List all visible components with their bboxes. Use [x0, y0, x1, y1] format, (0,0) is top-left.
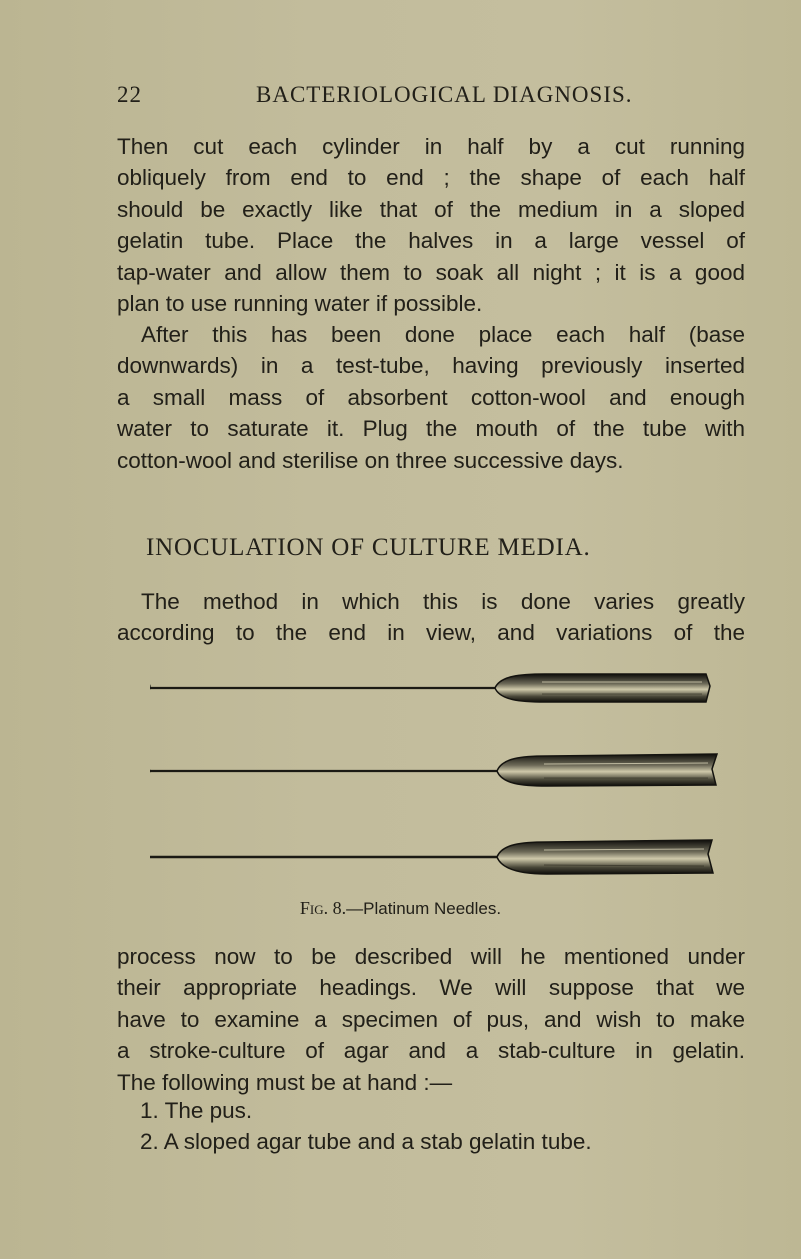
running-title: BACTERIOLOGICAL DIAGNOSIS.	[256, 82, 633, 107]
text-line: downwards) in a test-tube, having previously inserted	[117, 353, 745, 379]
page-number: 22	[117, 82, 142, 107]
text-line: a stroke-culture of agar and a stab-culture in gelatin.	[117, 1038, 745, 1064]
text-line: their appropriate headings. We will suppose that we	[117, 975, 745, 1001]
figure-caption-text: —Platinum Needles.	[346, 899, 502, 918]
glass-handle	[497, 754, 717, 786]
section-heading: INOCULATION OF CULTURE MEDIA.	[146, 534, 591, 561]
needle-hook	[150, 754, 717, 786]
figure-label: Fig. 8.	[299, 898, 347, 918]
text-line: water to saturate it. Plug the mouth of the tube with	[117, 416, 745, 442]
platinum-needles-figure	[150, 668, 762, 898]
paragraph-test-tube	[117, 319, 745, 476]
text-line: gelatin tube. Place the halves in a large vessel of	[117, 228, 745, 254]
text-line: process now to be described will he mentioned under	[117, 944, 745, 969]
text-line: tap-water and allow them to soak all night ; it is a good	[117, 259, 745, 285]
text-line: cotton-wool and sterilise on three successive days.	[117, 447, 624, 473]
needle-loop	[150, 674, 710, 702]
text-line: should be exactly like that of the medium in a sloped	[117, 196, 745, 222]
text-line: plan to use running water if possible.	[117, 290, 483, 316]
text-line: Then cut each cylinder in half by a cut running	[117, 134, 745, 159]
text-line: according to the end in view, and variations of the	[117, 620, 745, 646]
paragraph-cutting-cylinders	[117, 131, 745, 319]
text-line: have to examine a specimen of pus, and wish to make	[117, 1006, 745, 1032]
figure-caption	[0, 898, 801, 919]
text-line: The method in which this is done varies greatly	[141, 589, 745, 614]
needle-straight	[150, 840, 713, 874]
glass-handle	[497, 840, 713, 874]
text-line: obliquely from end to end ; the shape of each half	[117, 165, 745, 191]
glass-handle	[495, 674, 710, 702]
text-line: a small mass of absorbent cotton-wool and enough	[117, 384, 745, 410]
running-head	[117, 82, 737, 114]
paragraph-process	[117, 941, 745, 1098]
list-item: 2. A sloped agar tube and a stab gelatin tube.	[140, 1129, 592, 1154]
needles-illustration	[150, 668, 762, 898]
text-line: The following must be at hand :—	[117, 1069, 453, 1095]
text-line: After this has been done place each half (base	[141, 322, 745, 347]
hook-tip	[150, 757, 151, 771]
paragraph-method	[117, 586, 745, 649]
list-item: 1. The pus.	[140, 1098, 253, 1123]
